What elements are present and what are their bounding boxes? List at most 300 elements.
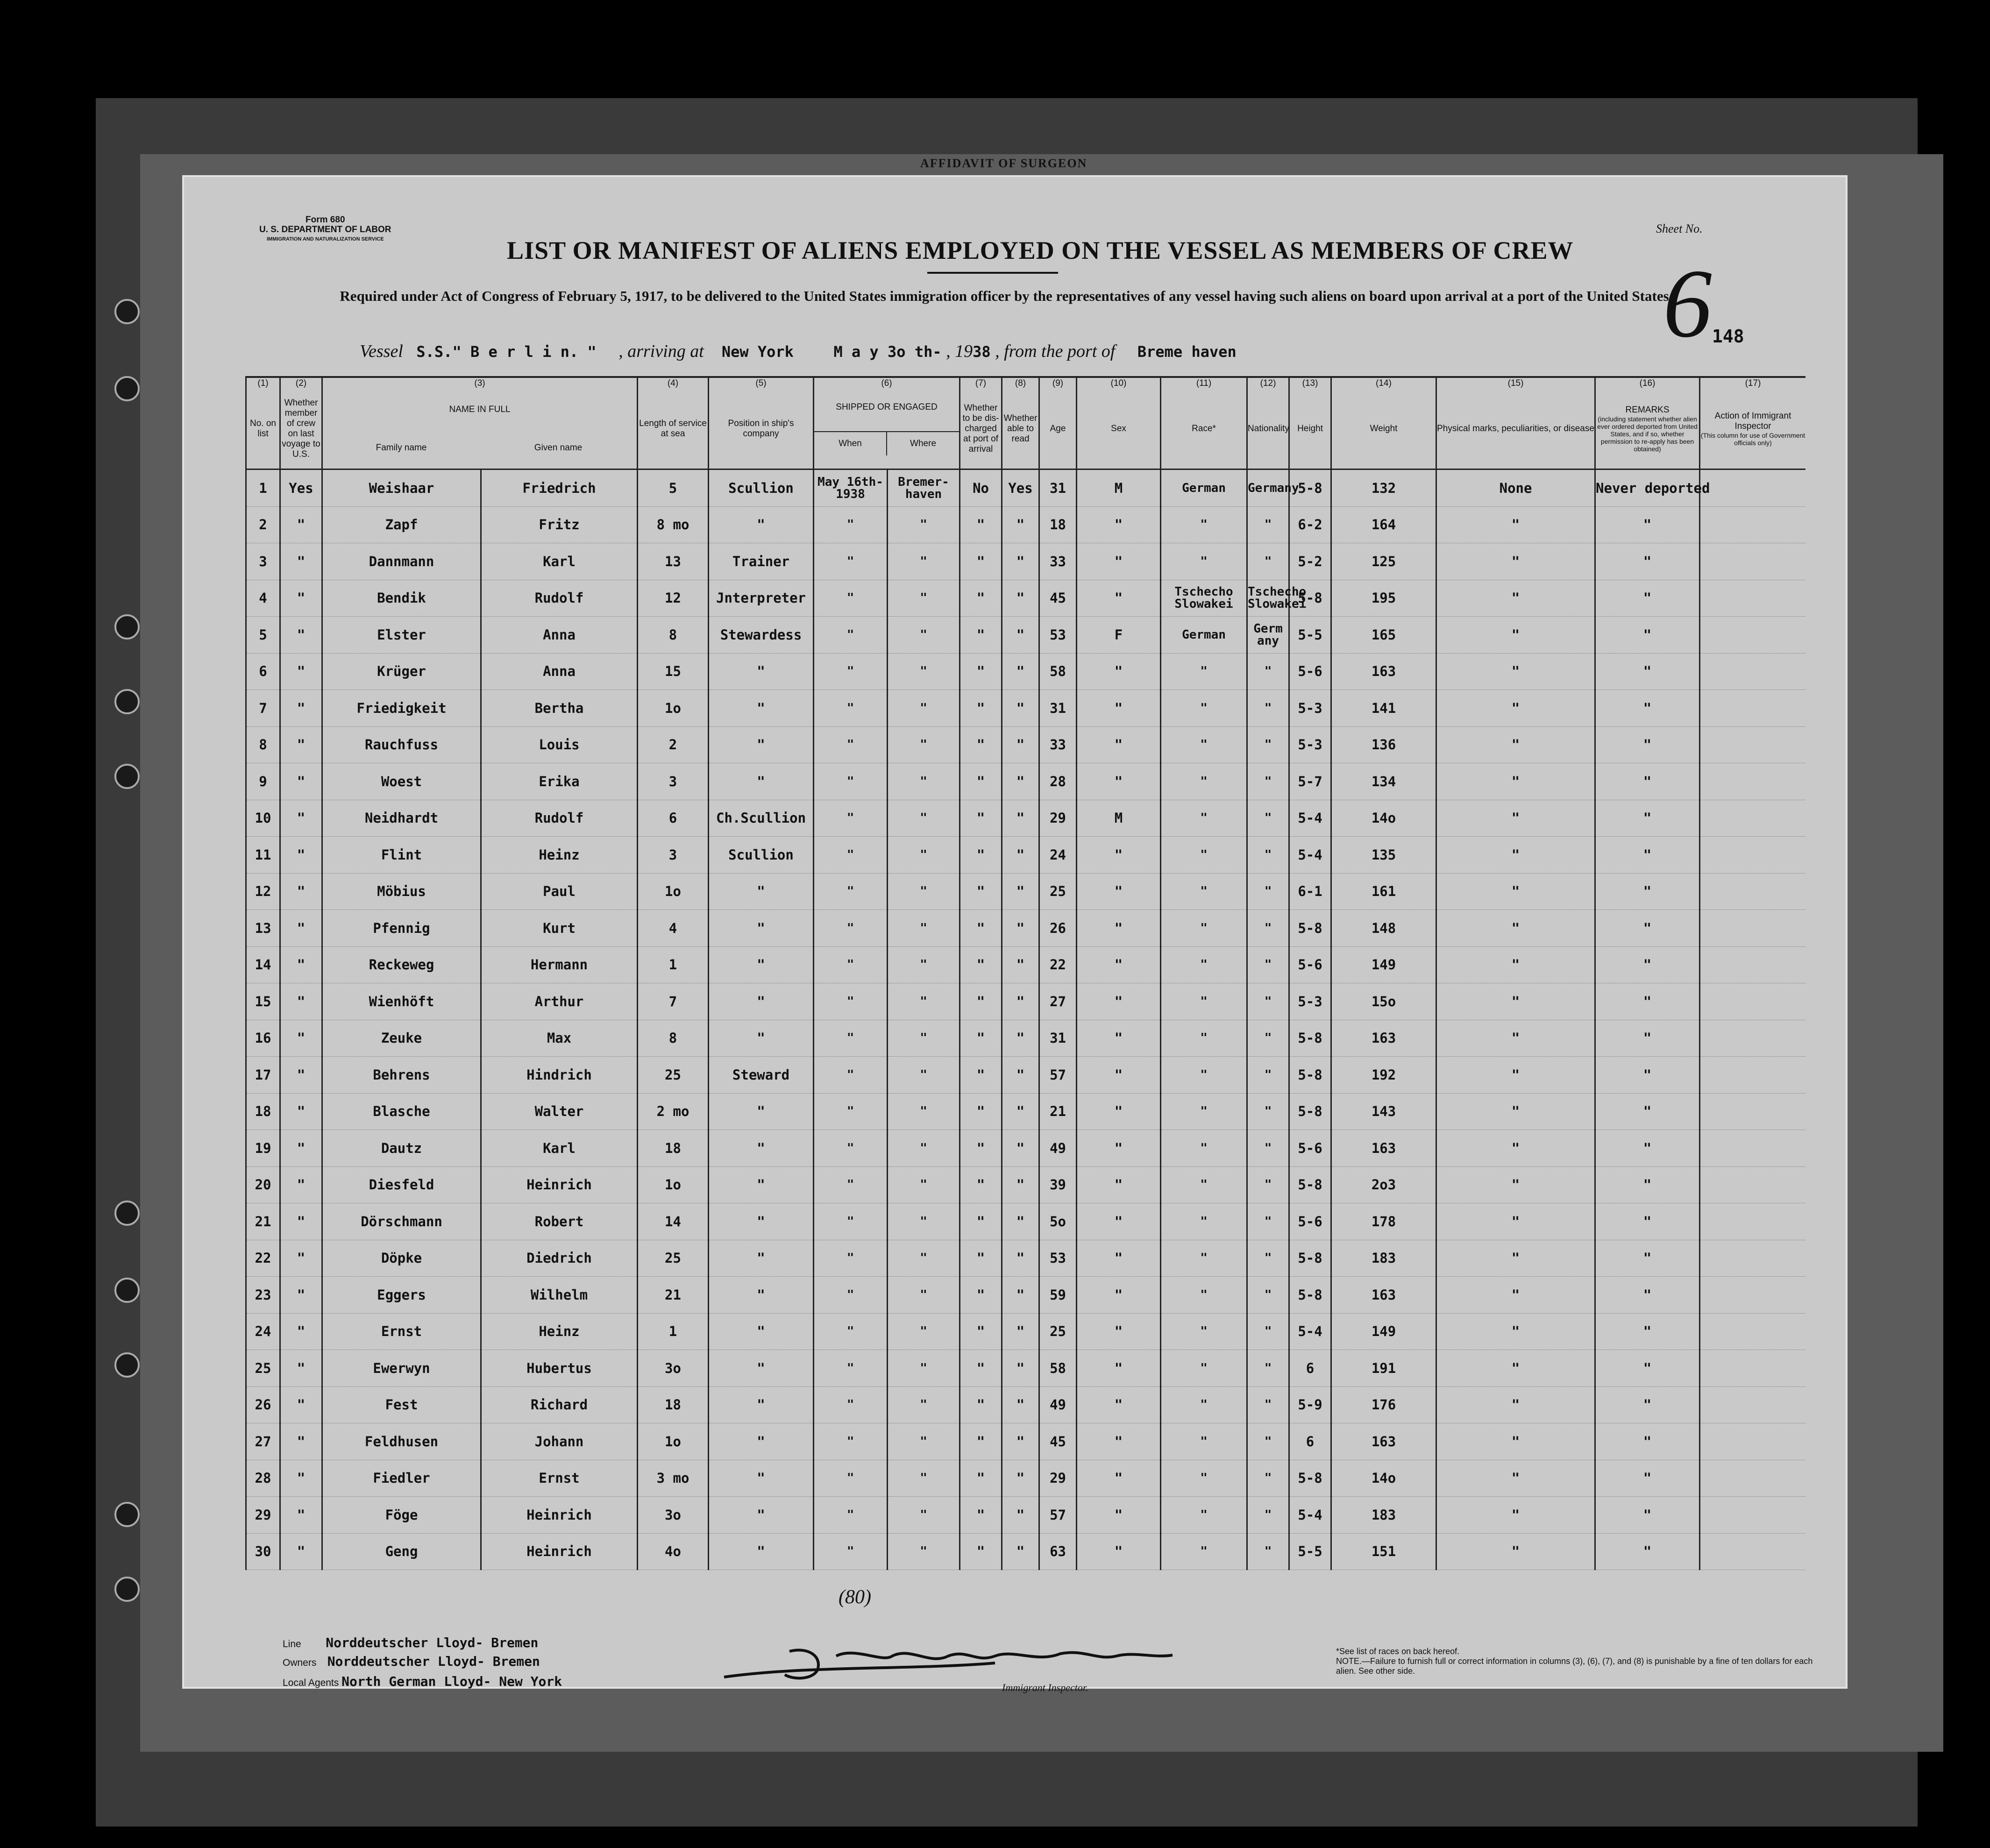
cell-sex: M xyxy=(1077,800,1161,837)
cell-member: " xyxy=(280,1460,322,1497)
cell-physical: " xyxy=(1436,580,1595,617)
cell-remarks: " xyxy=(1595,1203,1700,1240)
cell-length: 1 xyxy=(638,946,709,983)
punch-hole xyxy=(114,764,140,789)
cell-when: " xyxy=(814,1533,888,1570)
table-row xyxy=(246,1240,1806,1277)
cell-action xyxy=(1700,1460,1805,1497)
cell-age: 5o xyxy=(1039,1203,1077,1240)
cell-discharged: " xyxy=(960,1386,1002,1423)
cell-sex: " xyxy=(1077,543,1161,580)
cell-race: " xyxy=(1161,1460,1247,1497)
table-row xyxy=(246,1203,1806,1240)
cell-position: " xyxy=(709,1130,814,1167)
cell-action xyxy=(1700,1386,1805,1423)
cell-position: Ch.Scullion xyxy=(709,800,814,837)
cell-position: " xyxy=(709,1313,814,1350)
cell-length: 2 mo xyxy=(638,1093,709,1130)
affidavit-label: AFFIDAVIT OF SURGEON xyxy=(920,156,1087,170)
cell-family: Fest xyxy=(322,1386,481,1423)
cell-sex: " xyxy=(1077,1497,1161,1534)
cell-nationality: " xyxy=(1247,837,1289,874)
cell-sex: " xyxy=(1077,653,1161,690)
header-length: Length of service at sea xyxy=(638,389,709,469)
agents-value: North German Lloyd- New York xyxy=(341,1674,562,1689)
cell-nationality: " xyxy=(1247,1350,1289,1387)
cell-read: " xyxy=(1002,1166,1039,1203)
cell-family: Döpke xyxy=(322,1240,481,1277)
cell-member: " xyxy=(280,983,322,1020)
punch-hole xyxy=(114,299,140,324)
cell-age: 26 xyxy=(1039,910,1077,947)
cell-physical: " xyxy=(1436,617,1595,654)
cell-discharged: " xyxy=(960,1313,1002,1350)
cell-discharged: " xyxy=(960,580,1002,617)
cell-remarks: " xyxy=(1595,1057,1700,1094)
cell-action xyxy=(1700,543,1805,580)
cell-length: 1o xyxy=(638,690,709,727)
cell-given: Ernst xyxy=(481,1460,638,1497)
cell-race: " xyxy=(1161,506,1247,543)
cell-height: 5-8 xyxy=(1289,580,1331,617)
cell-discharged: " xyxy=(960,1057,1002,1094)
cell-action xyxy=(1700,1497,1805,1534)
cell-sex: " xyxy=(1077,1350,1161,1387)
cell-member: " xyxy=(280,580,322,617)
cell-weight: 176 xyxy=(1331,1386,1436,1423)
header-remarks-label: REMARKS xyxy=(1625,405,1670,415)
cell-read: " xyxy=(1002,910,1039,947)
cell-weight: 136 xyxy=(1331,726,1436,763)
cell-given: Louis xyxy=(481,726,638,763)
cell-nationality: " xyxy=(1247,763,1289,800)
cell-member: " xyxy=(280,1203,322,1240)
cell-length: 1o xyxy=(638,1166,709,1203)
footer-note xyxy=(1336,1647,1827,1676)
cell-nationality: " xyxy=(1247,1533,1289,1570)
cell-length: 25 xyxy=(638,1057,709,1094)
cell-read: " xyxy=(1002,1057,1039,1094)
cell-physical: " xyxy=(1436,1240,1595,1277)
cell-member: " xyxy=(280,1240,322,1277)
cell-age: 45 xyxy=(1039,1423,1077,1460)
cell-weight: 163 xyxy=(1331,1277,1436,1314)
cell-nationality: " xyxy=(1247,1313,1289,1350)
cell-when: " xyxy=(814,1240,888,1277)
cell-weight: 132 xyxy=(1331,469,1436,507)
cell-sex: " xyxy=(1077,580,1161,617)
cell-where: " xyxy=(888,690,960,727)
cell-height: 5-9 xyxy=(1289,1386,1331,1423)
cell-discharged: " xyxy=(960,1130,1002,1167)
cell-member: " xyxy=(280,690,322,727)
cell-read: " xyxy=(1002,800,1039,837)
cell-remarks: " xyxy=(1595,1423,1700,1460)
page-title: LIST OR MANIFEST OF ALIENS EMPLOYED ON THE VESSEL AS MEMBERS OF CREW xyxy=(507,236,1574,264)
vessel-label: Vessel xyxy=(360,341,403,361)
cell-when: " xyxy=(814,910,888,947)
cell-action xyxy=(1700,1093,1805,1130)
cell-remarks: " xyxy=(1595,763,1700,800)
cell-read: " xyxy=(1002,763,1039,800)
cell-position: " xyxy=(709,983,814,1020)
inspector-signature xyxy=(715,1637,1205,1684)
cell-no: 22 xyxy=(246,1240,280,1277)
cell-physical: " xyxy=(1436,1313,1595,1350)
header-nationality: Nationality xyxy=(1247,389,1289,469)
cell-action xyxy=(1700,1533,1805,1570)
col-num: (4) xyxy=(638,377,709,389)
cell-family: Woest xyxy=(322,763,481,800)
cell-no: 14 xyxy=(246,946,280,983)
cell-weight: 163 xyxy=(1331,1020,1436,1057)
cell-when: " xyxy=(814,1130,888,1167)
cell-when: " xyxy=(814,653,888,690)
cell-nationality: Tschecho Slowakei xyxy=(1247,580,1289,617)
cell-read: " xyxy=(1002,1203,1039,1240)
cell-action xyxy=(1700,873,1805,910)
cell-age: 58 xyxy=(1039,1350,1077,1387)
cell-race: " xyxy=(1161,800,1247,837)
cell-family: Fiedler xyxy=(322,1460,481,1497)
cell-where: " xyxy=(888,1497,960,1534)
cell-given: Hermann xyxy=(481,946,638,983)
cell-weight: 163 xyxy=(1331,1130,1436,1167)
cell-given: Johann xyxy=(481,1423,638,1460)
cell-family: Zapf xyxy=(322,506,481,543)
cell-remarks: " xyxy=(1595,946,1700,983)
cell-length: 3 mo xyxy=(638,1460,709,1497)
cell-remarks: " xyxy=(1595,1497,1700,1534)
header-race: Race* xyxy=(1161,389,1247,469)
cell-height: 5-6 xyxy=(1289,946,1331,983)
cell-physical: " xyxy=(1436,1386,1595,1423)
cell-where: " xyxy=(888,800,960,837)
cell-weight: 14o xyxy=(1331,800,1436,837)
col-num: (11) xyxy=(1161,377,1247,389)
cell-position: " xyxy=(709,506,814,543)
col-num: (9) xyxy=(1039,377,1077,389)
cell-family: Weishaar xyxy=(322,469,481,507)
cell-when: " xyxy=(814,800,888,837)
cell-member: " xyxy=(280,617,322,654)
cell-when: " xyxy=(814,1277,888,1314)
table-row xyxy=(246,653,1806,690)
header-when: When xyxy=(839,439,862,448)
col-num: (10) xyxy=(1077,377,1161,389)
cell-given: Wilhelm xyxy=(481,1277,638,1314)
cell-discharged: " xyxy=(960,763,1002,800)
cell-family: Pfennig xyxy=(322,910,481,947)
cell-physical: " xyxy=(1436,873,1595,910)
cell-action xyxy=(1700,946,1805,983)
cell-discharged: " xyxy=(960,1350,1002,1387)
cell-weight: 183 xyxy=(1331,1240,1436,1277)
table-row xyxy=(246,837,1806,874)
cell-no: 16 xyxy=(246,1020,280,1057)
cell-where: " xyxy=(888,946,960,983)
table-row xyxy=(246,763,1806,800)
cell-where: " xyxy=(888,1240,960,1277)
cell-length: 1o xyxy=(638,873,709,910)
title-underline xyxy=(927,272,1058,274)
cell-weight: 2o3 xyxy=(1331,1166,1436,1203)
cell-position: Scullion xyxy=(709,469,814,507)
cell-length: 18 xyxy=(638,1130,709,1167)
cell-action xyxy=(1700,983,1805,1020)
table-row xyxy=(246,1350,1806,1387)
cell-weight: 192 xyxy=(1331,1057,1436,1094)
cell-member: " xyxy=(280,763,322,800)
header-height: Height xyxy=(1289,389,1331,469)
table-row xyxy=(246,726,1806,763)
cell-action xyxy=(1700,469,1805,507)
cell-sex: " xyxy=(1077,983,1161,1020)
cell-family: Reckeweg xyxy=(322,946,481,983)
cell-family: Krüger xyxy=(322,653,481,690)
cell-weight: 15o xyxy=(1331,983,1436,1020)
cell-position: Stewardess xyxy=(709,617,814,654)
table-row xyxy=(246,873,1806,910)
cell-where: " xyxy=(888,1093,960,1130)
cell-age: 45 xyxy=(1039,580,1077,617)
penalty-note: NOTE.—Failure to furnish full or correct information in columns (3), (6), (7), and (8) is punishable by a fine of ten dollars for each alien. See other side. xyxy=(1336,1656,1813,1676)
cell-no: 17 xyxy=(246,1057,280,1094)
cell-read: " xyxy=(1002,873,1039,910)
cell-discharged: " xyxy=(960,1020,1002,1057)
cell-when: " xyxy=(814,543,888,580)
cell-age: 59 xyxy=(1039,1277,1077,1314)
cell-age: 57 xyxy=(1039,1497,1077,1534)
cell-position: " xyxy=(709,1203,814,1240)
cell-family: Feldhusen xyxy=(322,1423,481,1460)
cell-race: " xyxy=(1161,1350,1247,1387)
cell-height: 5-8 xyxy=(1289,1166,1331,1203)
table-row xyxy=(246,1460,1806,1497)
cell-when: " xyxy=(814,983,888,1020)
cell-discharged: No xyxy=(960,469,1002,507)
cell-where: " xyxy=(888,506,960,543)
cell-length: 21 xyxy=(638,1277,709,1314)
cell-no: 24 xyxy=(246,1313,280,1350)
footer-agents xyxy=(283,1674,562,1689)
header-member: Whether member of crew on last voyage to U.S. xyxy=(280,389,322,469)
cell-sex: " xyxy=(1077,1460,1161,1497)
table-row xyxy=(246,1020,1806,1057)
cell-given: Heinrich xyxy=(481,1166,638,1203)
cell-family: Möbius xyxy=(322,873,481,910)
cell-where: " xyxy=(888,1313,960,1350)
cell-remarks: " xyxy=(1595,690,1700,727)
cell-height: 6-2 xyxy=(1289,506,1331,543)
cell-length: 1o xyxy=(638,1423,709,1460)
cell-nationality: " xyxy=(1247,543,1289,580)
col-num: (6) xyxy=(814,377,960,389)
header-position: Position in ship's company xyxy=(709,389,814,469)
cell-sex: " xyxy=(1077,1166,1161,1203)
cell-remarks: " xyxy=(1595,983,1700,1020)
cell-race: " xyxy=(1161,1130,1247,1167)
cell-remarks: " xyxy=(1595,653,1700,690)
table-row xyxy=(246,1497,1806,1534)
cell-where: " xyxy=(888,763,960,800)
table-row xyxy=(246,690,1806,727)
cell-read: " xyxy=(1002,1460,1039,1497)
cell-weight: 163 xyxy=(1331,1423,1436,1460)
cell-position: " xyxy=(709,1460,814,1497)
page-subtitle: Required under Act of Congress of February 5, 1917, to be delivered to the United States immigration officer by the representatives of any vessel having such aliens on board upon arrival at a port of the United States xyxy=(340,288,1669,304)
cell-given: Anna xyxy=(481,653,638,690)
cell-when: " xyxy=(814,690,888,727)
col-num: (2) xyxy=(280,377,322,389)
cell-position: " xyxy=(709,1497,814,1534)
cell-race: " xyxy=(1161,653,1247,690)
cell-weight: 163 xyxy=(1331,653,1436,690)
cell-where: " xyxy=(888,617,960,654)
cell-given: Arthur xyxy=(481,983,638,1020)
cell-race: " xyxy=(1161,946,1247,983)
punch-hole xyxy=(114,1502,140,1527)
cell-where: Bremer- haven xyxy=(888,469,960,507)
cell-remarks: " xyxy=(1595,1313,1700,1350)
cell-family: Dautz xyxy=(322,1130,481,1167)
cell-discharged: " xyxy=(960,873,1002,910)
col-num: (17) xyxy=(1700,377,1805,389)
total-count-note: (80) xyxy=(839,1586,871,1608)
cell-race: " xyxy=(1161,873,1247,910)
cell-height: 5-8 xyxy=(1289,1093,1331,1130)
header-name-sub xyxy=(323,443,637,453)
cell-nationality: " xyxy=(1247,800,1289,837)
cell-position: Jnterpreter xyxy=(709,580,814,617)
cell-read: " xyxy=(1002,1386,1039,1423)
cell-no: 23 xyxy=(246,1277,280,1314)
form-service: IMMIGRATION AND NATURALIZATION SERVICE xyxy=(267,236,384,242)
cell-remarks: " xyxy=(1595,1020,1700,1057)
cell-no: 25 xyxy=(246,1350,280,1387)
cell-physical: " xyxy=(1436,1057,1595,1094)
col-num: (13) xyxy=(1289,377,1331,389)
cell-given: Walter xyxy=(481,1093,638,1130)
cell-nationality: " xyxy=(1247,1460,1289,1497)
cell-where: " xyxy=(888,1020,960,1057)
cell-physical: None xyxy=(1436,469,1595,507)
cell-read: " xyxy=(1002,617,1039,654)
cell-when: " xyxy=(814,1350,888,1387)
cell-physical: " xyxy=(1436,1277,1595,1314)
cell-action xyxy=(1700,1350,1805,1387)
cell-read: " xyxy=(1002,1533,1039,1570)
crew-rows xyxy=(246,469,1806,1570)
cell-age: 29 xyxy=(1039,800,1077,837)
cell-race: " xyxy=(1161,1497,1247,1534)
cell-when: May 16th-1938 xyxy=(814,469,888,507)
cell-race: " xyxy=(1161,543,1247,580)
col-num: (5) xyxy=(709,377,814,389)
cell-sex: " xyxy=(1077,506,1161,543)
cell-remarks: " xyxy=(1595,617,1700,654)
cell-nationality: " xyxy=(1247,983,1289,1020)
cell-where: " xyxy=(888,1277,960,1314)
cell-race: " xyxy=(1161,837,1247,874)
cell-race: " xyxy=(1161,1313,1247,1350)
cell-action xyxy=(1700,1057,1805,1094)
cell-sex: " xyxy=(1077,1130,1161,1167)
cell-family: Elster xyxy=(322,617,481,654)
cell-where: " xyxy=(888,1386,960,1423)
cell-position: " xyxy=(709,1423,814,1460)
cell-read: Yes xyxy=(1002,469,1039,507)
table-row xyxy=(246,580,1806,617)
cell-height: 6 xyxy=(1289,1423,1331,1460)
cell-race: " xyxy=(1161,763,1247,800)
cell-age: 25 xyxy=(1039,873,1077,910)
cell-sex: " xyxy=(1077,1277,1161,1314)
cell-where: " xyxy=(888,1166,960,1203)
cell-position: " xyxy=(709,690,814,727)
cell-action xyxy=(1700,910,1805,947)
cell-action xyxy=(1700,653,1805,690)
cell-given: Heinz xyxy=(481,837,638,874)
cell-age: 33 xyxy=(1039,543,1077,580)
header-read: Whether able to read xyxy=(1002,389,1039,469)
table-row xyxy=(246,1386,1806,1423)
cell-read: " xyxy=(1002,653,1039,690)
cell-height: 5-3 xyxy=(1289,726,1331,763)
header-shipped-sub xyxy=(814,431,959,455)
table-row xyxy=(246,946,1806,983)
header-discharged: Whether to be dis- charged at port of arrival xyxy=(960,389,1002,469)
cell-length: 7 xyxy=(638,983,709,1020)
cell-where: " xyxy=(888,1130,960,1167)
col-num: (15) xyxy=(1436,377,1595,389)
cell-sex: " xyxy=(1077,1386,1161,1423)
cell-race: " xyxy=(1161,1020,1247,1057)
cell-where: " xyxy=(888,837,960,874)
cell-sex: " xyxy=(1077,1057,1161,1094)
cell-weight: 149 xyxy=(1331,1313,1436,1350)
cell-where: " xyxy=(888,543,960,580)
cell-family: Dörschmann xyxy=(322,1203,481,1240)
vessel-line xyxy=(360,341,1237,362)
cell-length: 5 xyxy=(638,469,709,507)
cell-member: " xyxy=(280,1130,322,1167)
cell-member: " xyxy=(280,543,322,580)
cell-sex: F xyxy=(1077,617,1161,654)
table-row xyxy=(246,1313,1806,1350)
cell-weight: 135 xyxy=(1331,837,1436,874)
punch-hole xyxy=(114,614,140,640)
header-remarks-note: (including statement whether alien ever ordered deported from United States, and if so, whether permission to re-apply has been obtained) xyxy=(1597,415,1698,453)
cell-when: " xyxy=(814,580,888,617)
cell-given: Kurt xyxy=(481,910,638,947)
cell-action xyxy=(1700,1423,1805,1460)
cell-where: " xyxy=(888,653,960,690)
cell-when: " xyxy=(814,1093,888,1130)
cell-sex: " xyxy=(1077,873,1161,910)
cell-read: " xyxy=(1002,543,1039,580)
cell-height: 6 xyxy=(1289,1350,1331,1387)
line-label: Line xyxy=(283,1639,301,1649)
cell-given: Richard xyxy=(481,1386,638,1423)
cell-no: 1 xyxy=(246,469,280,507)
cell-discharged: " xyxy=(960,800,1002,837)
cell-where: " xyxy=(888,1423,960,1460)
cell-physical: " xyxy=(1436,543,1595,580)
crew-manifest-table xyxy=(245,376,1805,1570)
cell-given: Bertha xyxy=(481,690,638,727)
header-action xyxy=(1700,389,1805,469)
